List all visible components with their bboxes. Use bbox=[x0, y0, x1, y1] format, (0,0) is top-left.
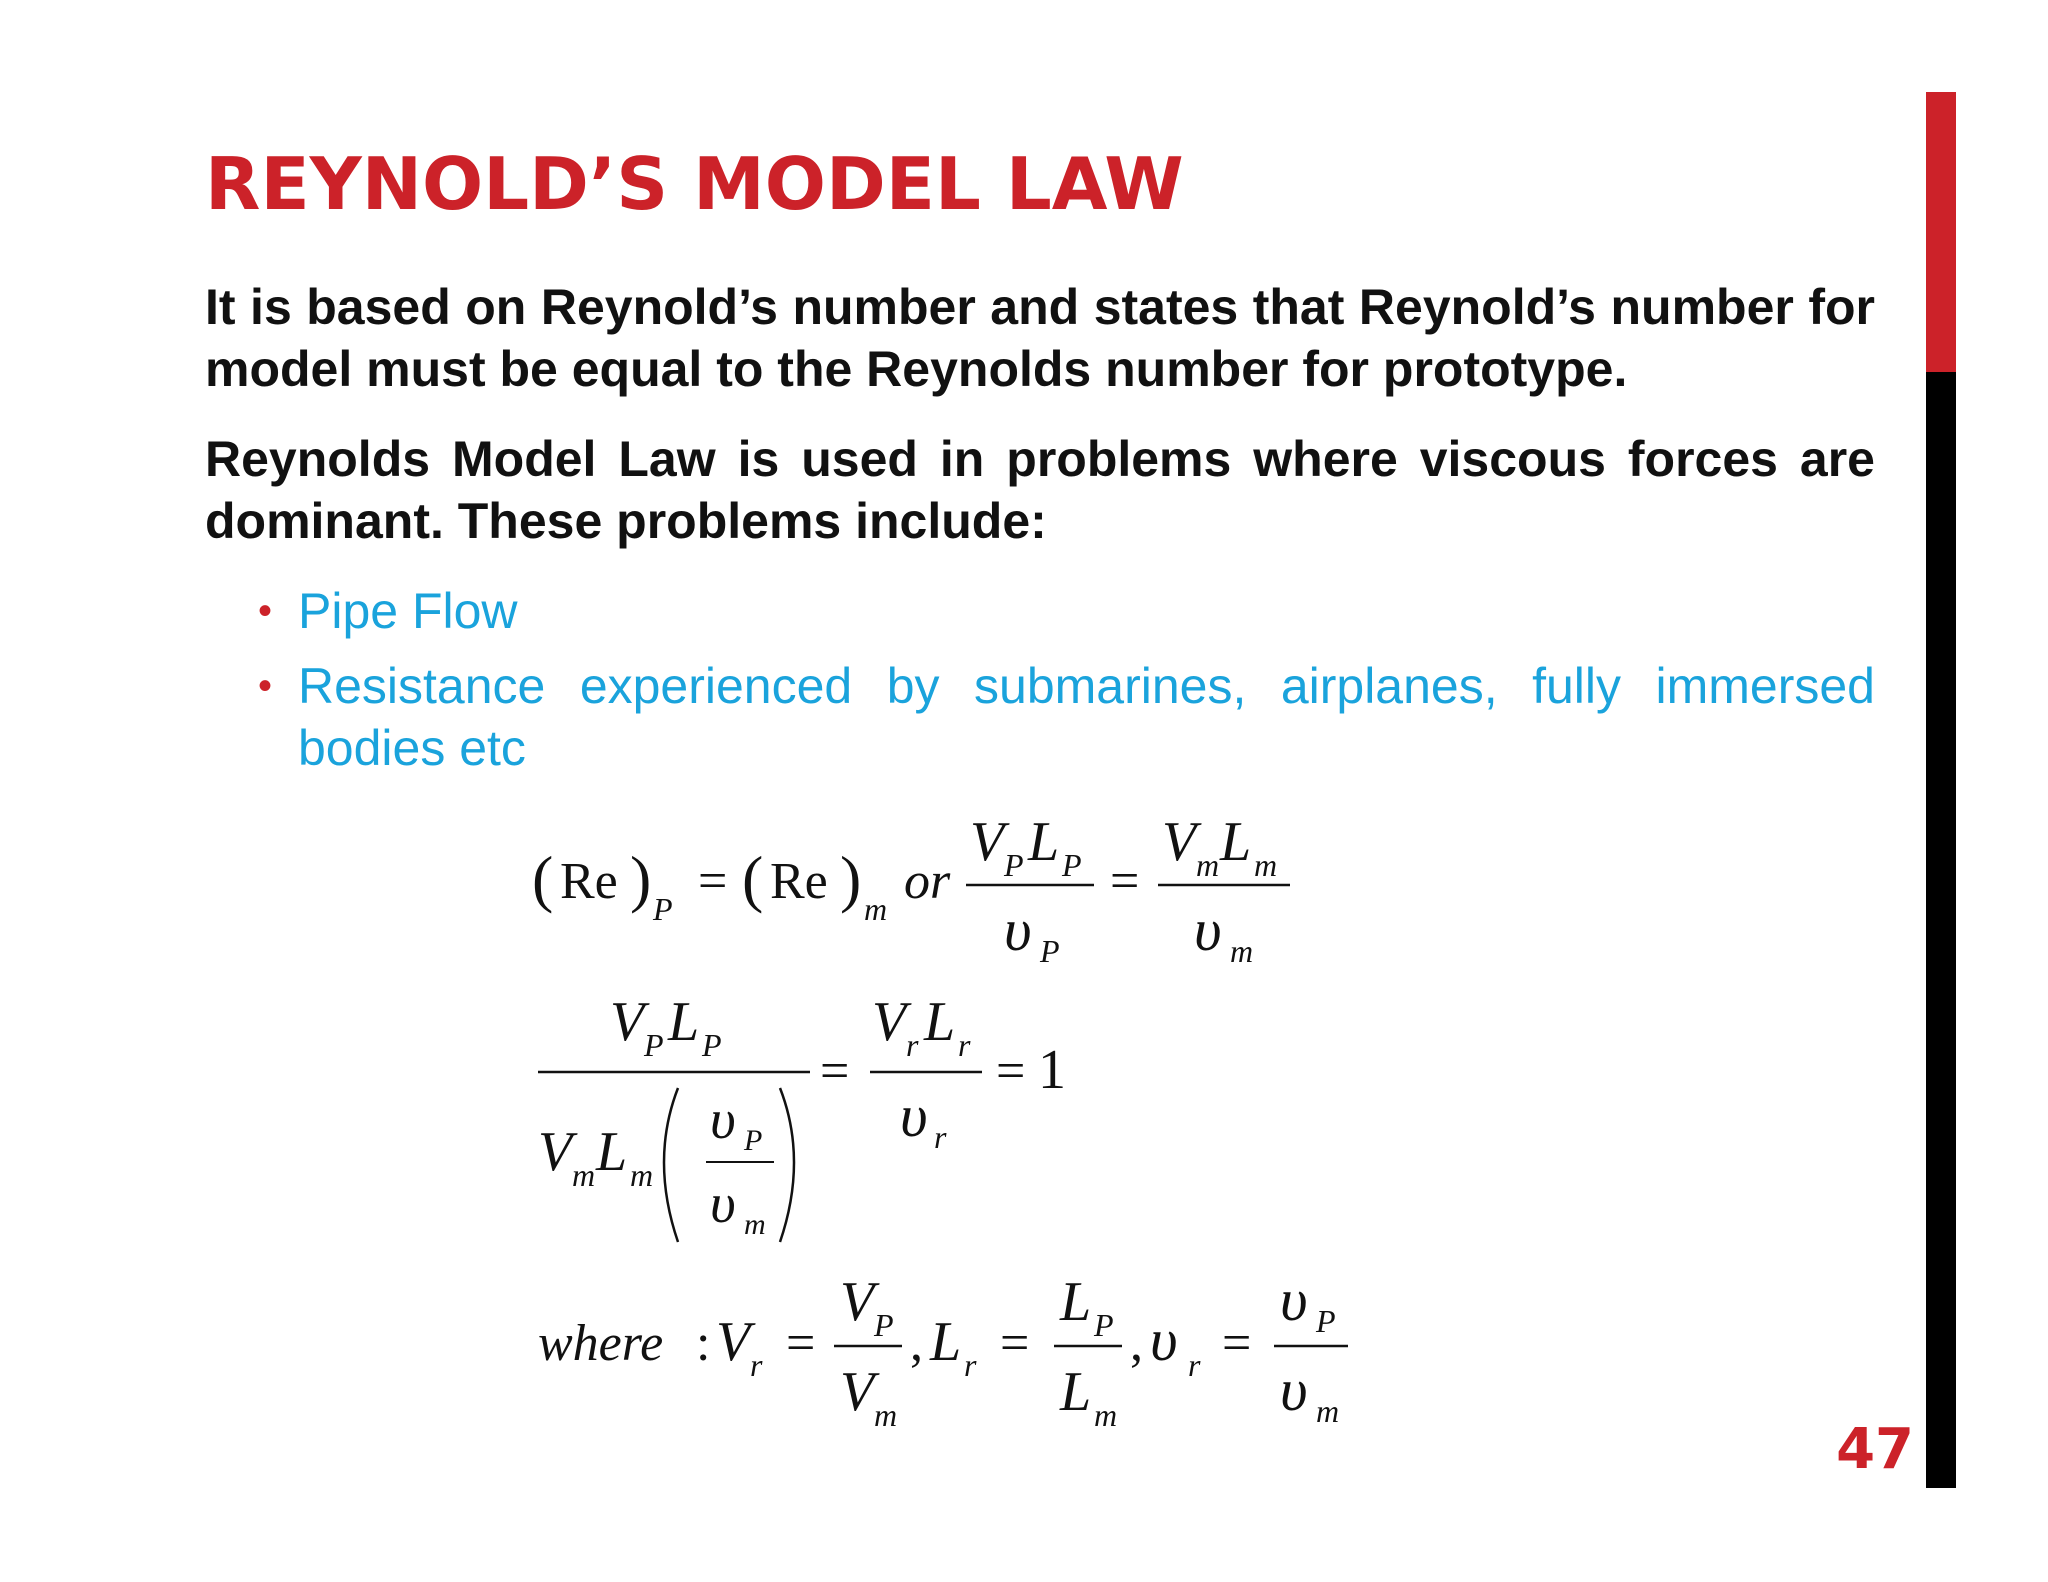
subscript-r: r bbox=[964, 1347, 977, 1383]
subscript-p: P bbox=[1062, 847, 1082, 883]
paren-close: ) bbox=[630, 843, 652, 914]
length-symbol: L bbox=[1060, 1361, 1092, 1423]
subscript-m: m bbox=[1254, 847, 1278, 883]
viscosity-symbol: υ bbox=[900, 1083, 928, 1149]
viscosity-symbol: υ bbox=[1194, 897, 1222, 963]
subscript-r: r bbox=[1188, 1347, 1201, 1383]
or-word: or bbox=[904, 853, 951, 910]
length-symbol: L bbox=[1060, 1271, 1092, 1333]
subscript-p: P bbox=[644, 1027, 664, 1063]
viscosity-symbol: υ bbox=[1280, 1267, 1308, 1333]
velocity-symbol: V bbox=[840, 1271, 875, 1333]
equals-sign: = bbox=[820, 1043, 850, 1100]
subscript-r: r bbox=[750, 1347, 763, 1383]
equals-sign: = bbox=[1110, 853, 1140, 910]
subscript-p: P bbox=[702, 1027, 722, 1063]
subscript-p: P bbox=[744, 1124, 763, 1157]
equation-line-1 bbox=[532, 811, 1290, 969]
velocity-symbol: V bbox=[840, 1361, 875, 1423]
big-paren-right bbox=[780, 1088, 794, 1242]
subscript-m: m bbox=[1316, 1393, 1340, 1429]
subscript-m: m bbox=[1230, 933, 1254, 969]
subscript-m: m bbox=[572, 1157, 596, 1193]
re-symbol: Re bbox=[560, 853, 618, 910]
right-edge-bar-accent bbox=[1926, 92, 1956, 372]
velocity-symbol: V bbox=[872, 991, 907, 1053]
list-item-text: Pipe Flow bbox=[298, 583, 518, 639]
right-edge-bar bbox=[1926, 92, 1956, 1488]
usage-paragraph: Reynolds Model Law is used in problems where viscous forces are dominant. These problems include: bbox=[205, 431, 1875, 549]
equation-line-2 bbox=[538, 991, 1066, 1242]
subscript-p: P bbox=[1094, 1307, 1114, 1343]
paren-open: ( bbox=[532, 843, 554, 914]
equals-sign: = bbox=[698, 853, 728, 910]
page-number: 47 bbox=[1836, 1417, 1914, 1482]
one-value: 1 bbox=[1038, 1039, 1066, 1101]
equals-sign: = bbox=[1222, 1315, 1252, 1372]
equals-sign: = bbox=[1000, 1315, 1030, 1372]
velocity-symbol: V bbox=[610, 991, 645, 1053]
bullet-icon: • bbox=[258, 664, 273, 708]
length-symbol: L bbox=[924, 991, 956, 1053]
velocity-symbol: V bbox=[970, 811, 1005, 873]
subscript-p: P bbox=[1040, 933, 1060, 969]
comma: , bbox=[910, 1315, 923, 1372]
intro-paragraph: It is based on Reynold’s number and states that Reynold’s number for model must be equal to the Reynolds number for prototype. bbox=[205, 279, 1875, 397]
subscript-m: m bbox=[744, 1208, 766, 1241]
velocity-symbol: V bbox=[716, 1311, 751, 1373]
slide-title: REYNOLD’S MODEL LAW bbox=[205, 142, 1184, 226]
subscript-p: P bbox=[1004, 847, 1024, 883]
re-symbol: Re bbox=[770, 853, 828, 910]
length-symbol: L bbox=[668, 991, 700, 1053]
problem-list bbox=[258, 580, 1875, 792]
subscript-m: m bbox=[864, 891, 888, 927]
paren-close: ) bbox=[840, 843, 862, 914]
list-item bbox=[258, 655, 1875, 779]
paren-open: ( bbox=[742, 843, 764, 914]
subscript-r: r bbox=[906, 1027, 919, 1063]
viscosity-symbol: υ bbox=[710, 1089, 736, 1151]
viscosity-symbol: υ bbox=[1150, 1307, 1178, 1373]
length-symbol: L bbox=[1220, 811, 1252, 873]
velocity-symbol: V bbox=[538, 1121, 573, 1183]
subscript-p: P bbox=[653, 891, 673, 927]
length-symbol: L bbox=[930, 1311, 962, 1373]
comma: , bbox=[1130, 1315, 1143, 1372]
subscript-p: P bbox=[874, 1307, 894, 1343]
subscript-r: r bbox=[958, 1027, 971, 1063]
subscript-m: m bbox=[1196, 847, 1220, 883]
velocity-symbol: V bbox=[1162, 811, 1197, 873]
subscript-m: m bbox=[1094, 1397, 1118, 1433]
formula-block bbox=[520, 790, 1420, 1450]
bullet-icon: • bbox=[258, 589, 273, 633]
where-word: where bbox=[538, 1315, 664, 1372]
subscript-p: P bbox=[1316, 1303, 1336, 1339]
colon: : bbox=[696, 1315, 711, 1372]
equation-line-3 bbox=[538, 1267, 1348, 1433]
length-symbol: L bbox=[596, 1121, 628, 1183]
length-symbol: L bbox=[1028, 811, 1060, 873]
list-item bbox=[258, 580, 1875, 642]
viscosity-symbol: υ bbox=[1280, 1357, 1308, 1423]
big-paren-left bbox=[664, 1088, 678, 1242]
subscript-r: r bbox=[934, 1119, 947, 1155]
viscosity-symbol: υ bbox=[1004, 897, 1032, 963]
list-item-text: Resistance experienced by submarines, airplanes, fully immersed bodies etc bbox=[298, 658, 1875, 776]
subscript-m: m bbox=[630, 1157, 654, 1193]
equals-sign: = bbox=[996, 1043, 1026, 1100]
equals-sign: = bbox=[786, 1315, 816, 1372]
subscript-m: m bbox=[874, 1397, 898, 1433]
viscosity-symbol: υ bbox=[710, 1173, 736, 1235]
